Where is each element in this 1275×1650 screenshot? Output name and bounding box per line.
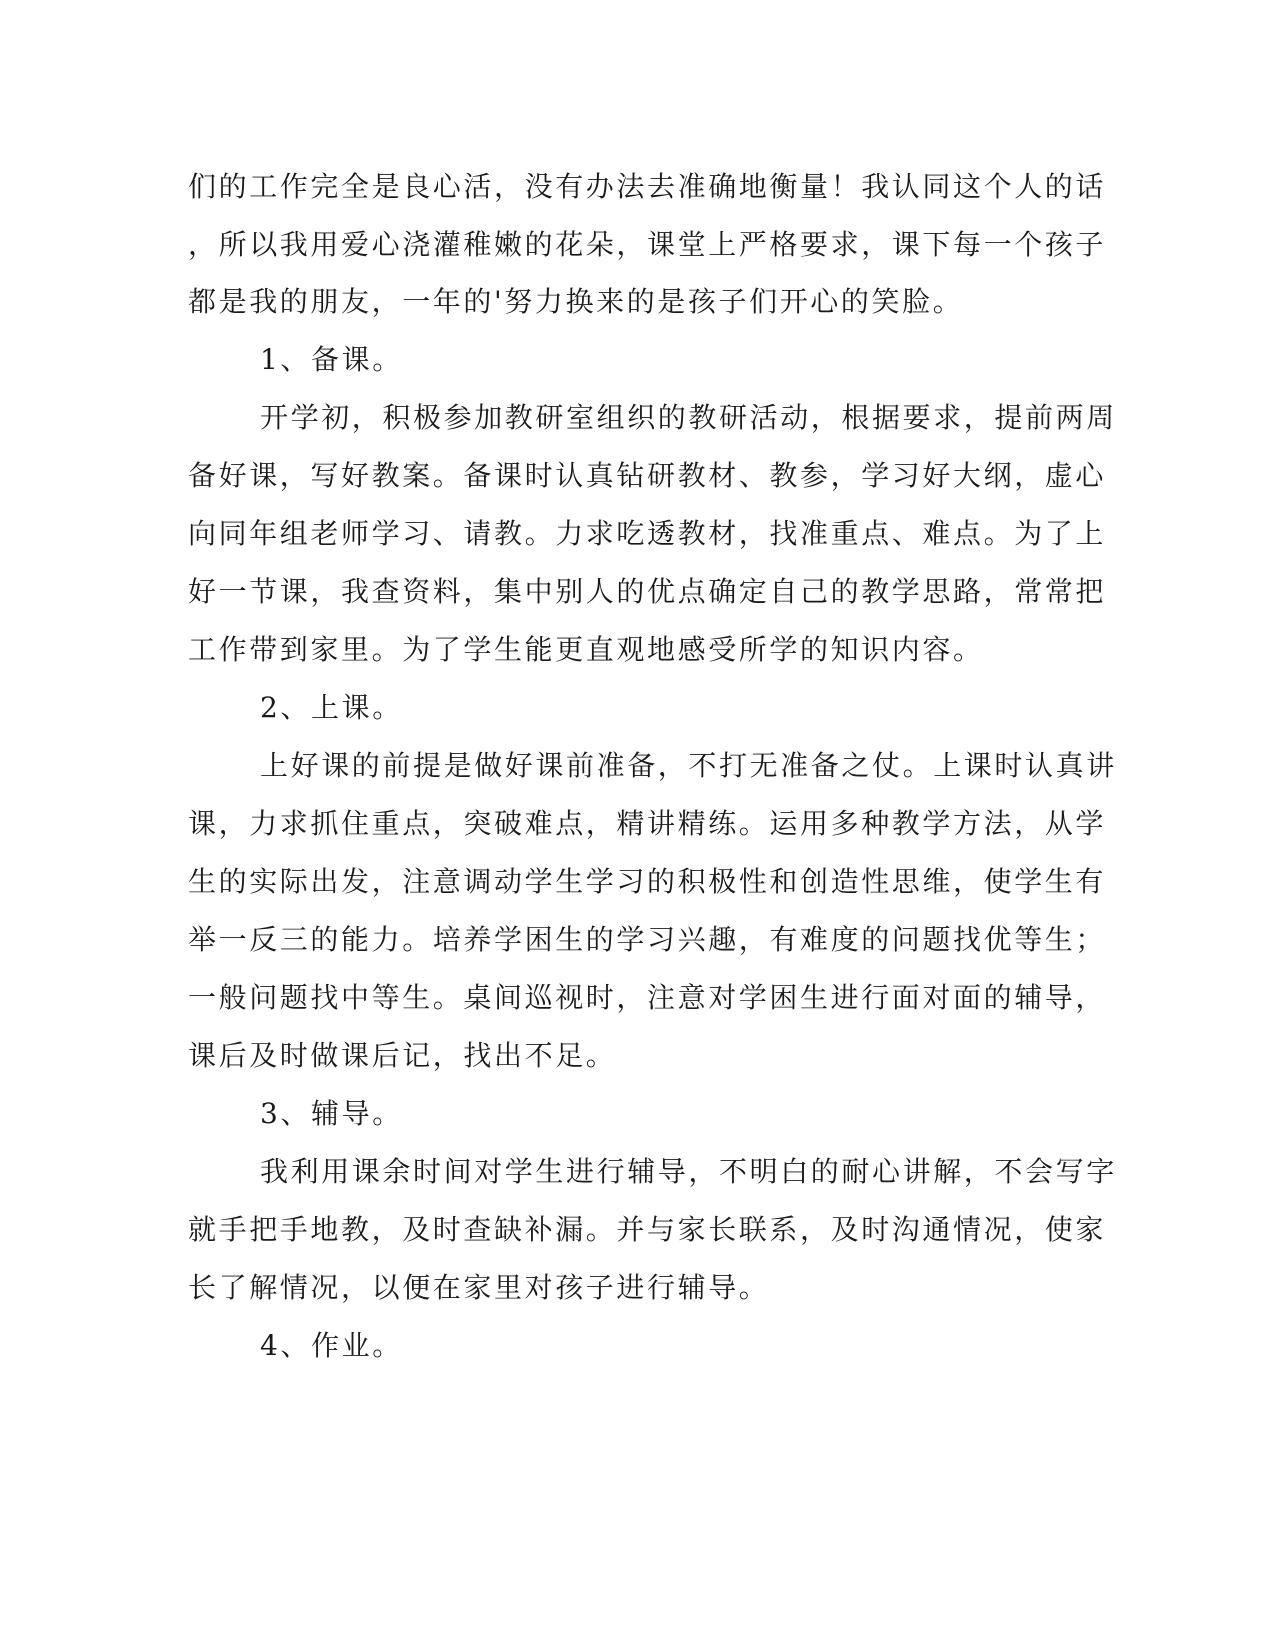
text-line: 生的实际出发，注意调动学生学习的积极性和创造性思维，使学生有 xyxy=(188,865,1107,898)
text-line: 一般问题找中等生。桌间巡视时，注意对学困生进行面对面的辅导， xyxy=(188,981,1107,1014)
section-heading: 2、上课。 xyxy=(260,691,403,724)
text-line: 们的工作完全是良心活，没有办法去准确地衡量！我认同这个人的话 xyxy=(188,170,1107,203)
text-line: 举一反三的能力。培养学困生的学习兴趣，有难度的问题找优等生； xyxy=(188,923,1107,956)
text-line: 开学初，积极参加教研室组织的教研活动，根据要求，提前两周 xyxy=(260,401,1117,434)
text-line: 课，力求抓住重点，突破难点，精讲精练。运用多种教学方法，从学 xyxy=(188,807,1107,840)
text-line: 好一节课，我查资料，集中别人的优点确定自己的教学思路，常常把 xyxy=(188,575,1107,608)
text-line: 上好课的前提是做好课前准备，不打无准备之仗。上课时认真讲 xyxy=(260,749,1117,782)
text-line: 长了解情况，以便在家里对孩子进行辅导。 xyxy=(188,1271,770,1304)
text-line: 课后及时做课后记，找出不足。 xyxy=(188,1039,617,1072)
section-heading: 1、备课。 xyxy=(260,343,403,376)
text-line: ，所以我用爱心浇灌稚嫩的花朵，课堂上严格要求，课下每一个孩子 xyxy=(188,228,1107,261)
text-line: 向同年组老师学习、请教。力求吃透教材，找准重点、难点。为了上 xyxy=(188,517,1107,550)
section-heading: 3、辅导。 xyxy=(260,1097,403,1130)
text-line: 都是我的朋友，一年的'努力换来的是孩子们开心的笑脸。 xyxy=(188,285,964,318)
text-line: 我利用课余时间对学生进行辅导，不明白的耐心讲解，不会写字 xyxy=(260,1155,1117,1188)
text-line: 备好课，写好教案。备课时认真钻研教材、教参，学习好大纲，虚心 xyxy=(188,459,1107,492)
text-line: 就手把手地教，及时查缺补漏。并与家长联系，及时沟通情况，使家 xyxy=(188,1213,1107,1246)
text-line: 工作带到家里。为了学生能更直观地感受所学的知识内容。 xyxy=(188,633,984,666)
section-heading: 4、作业。 xyxy=(260,1329,403,1362)
